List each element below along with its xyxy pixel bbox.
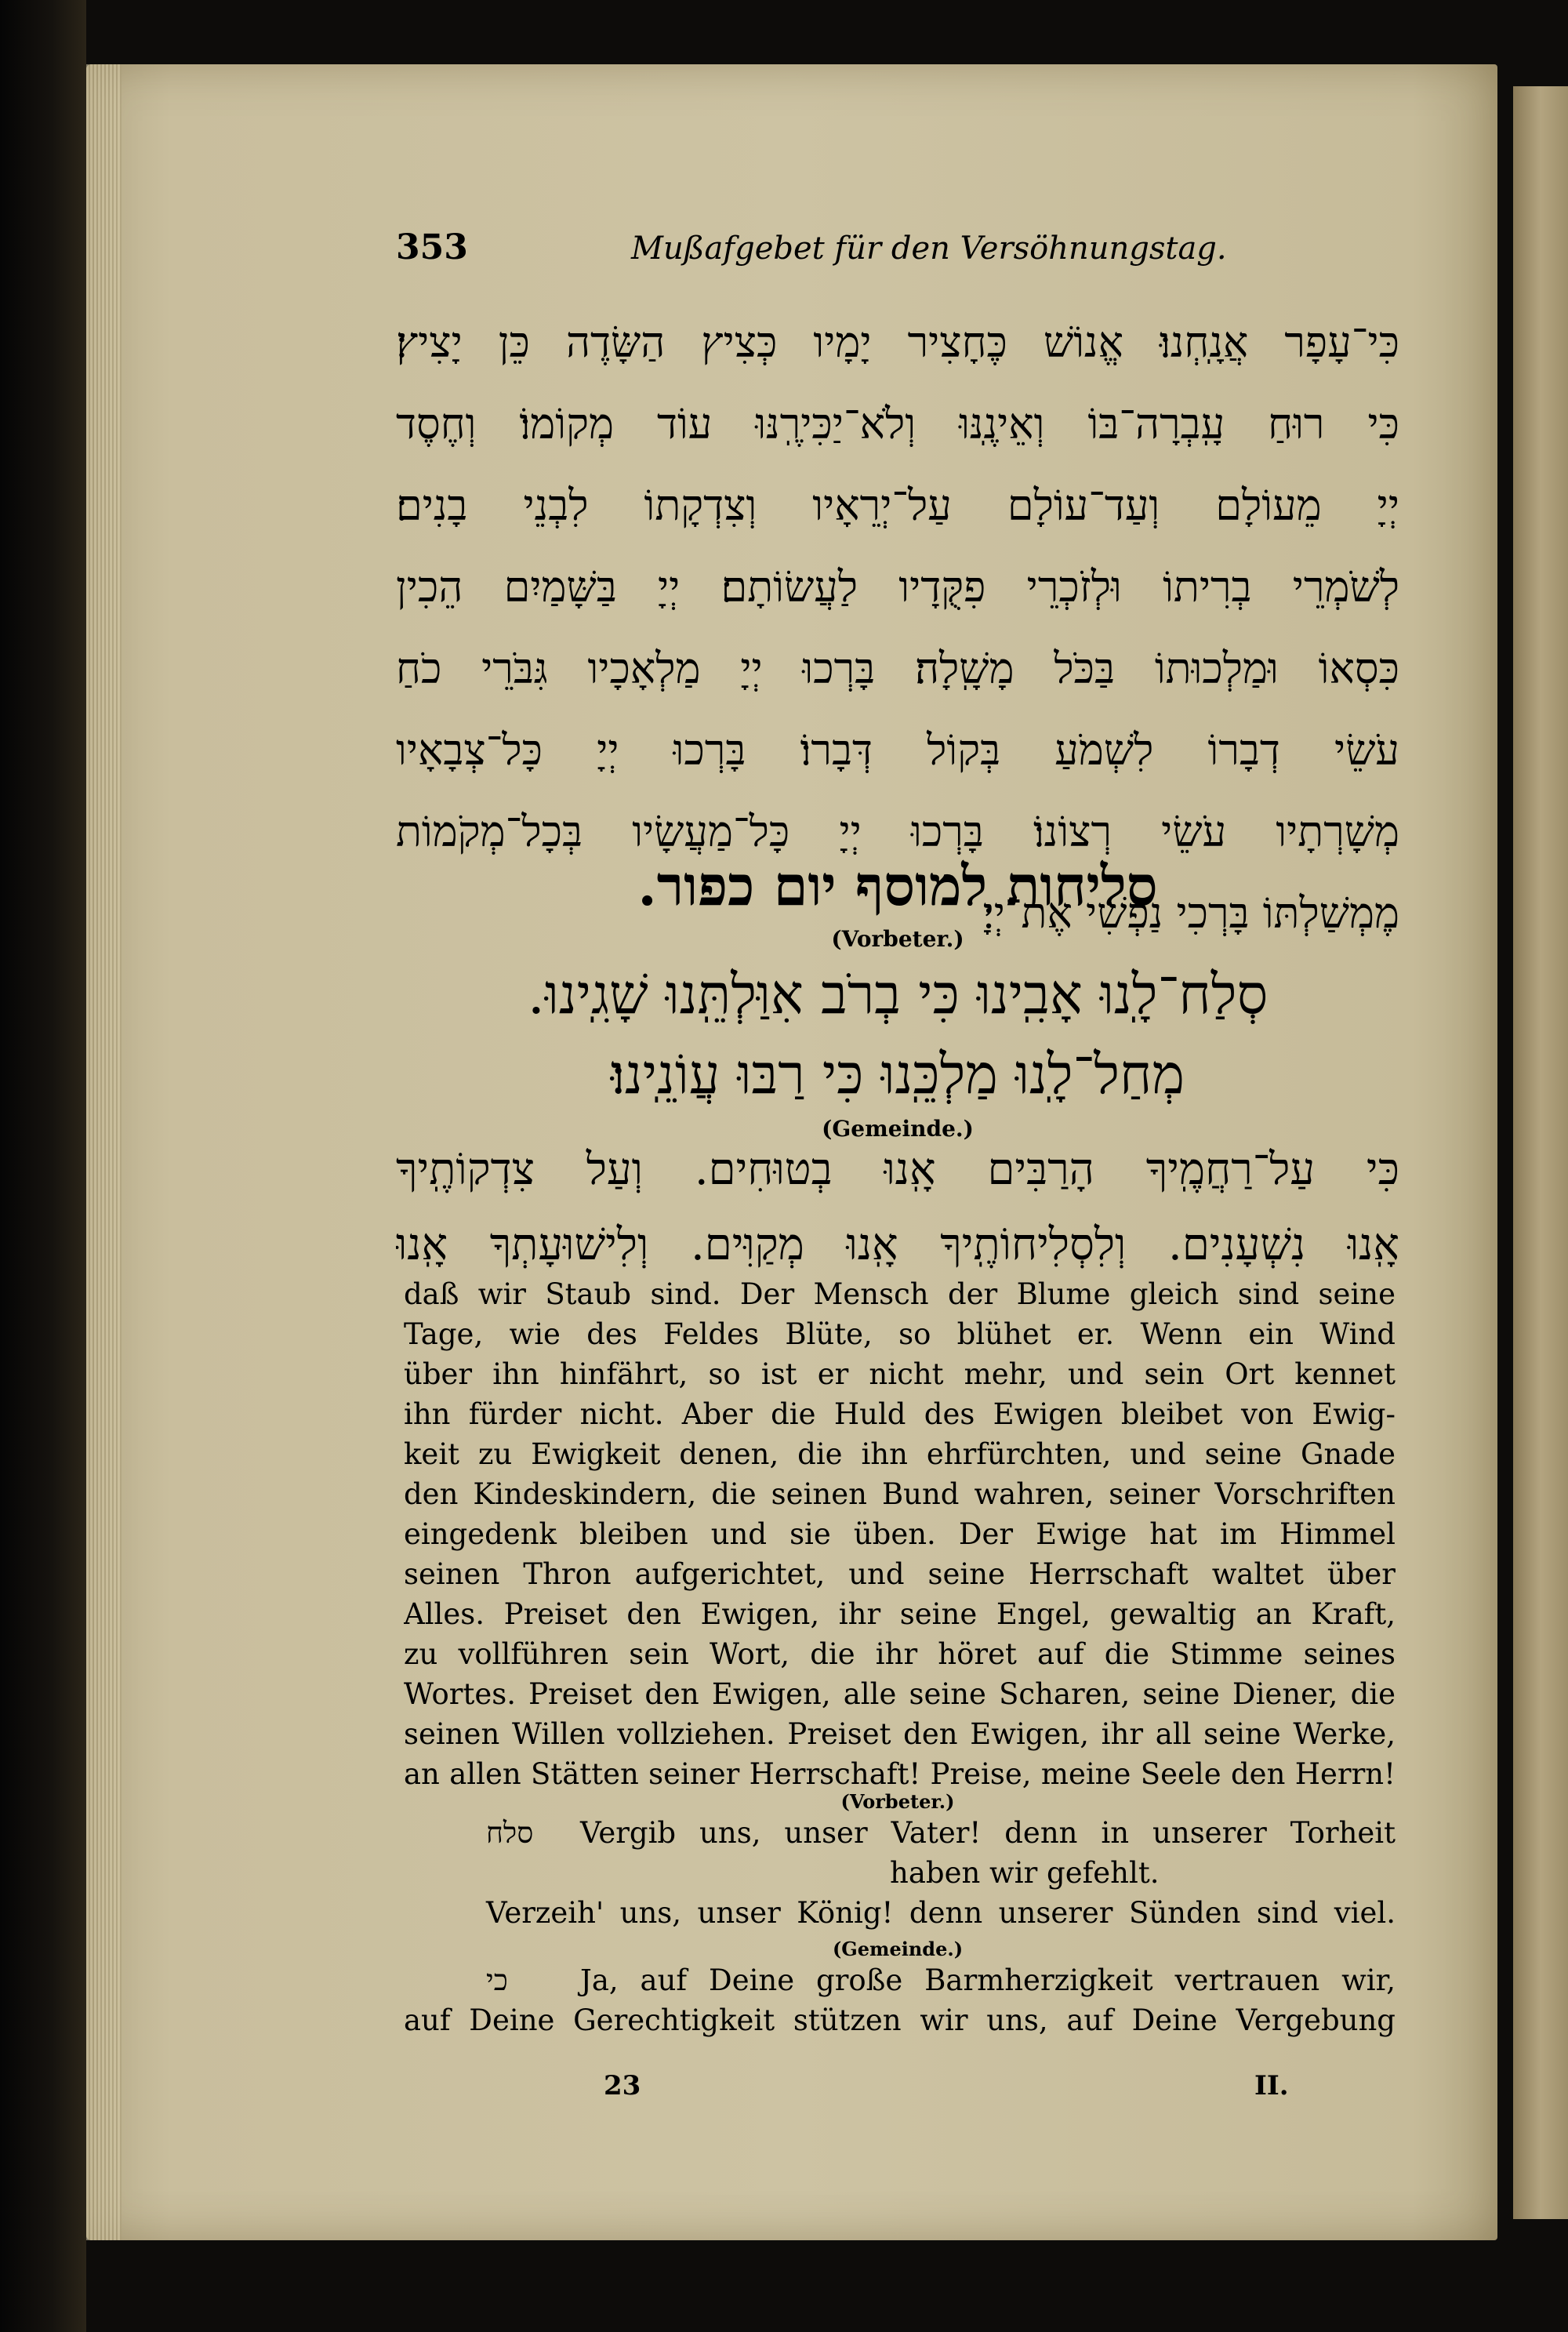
- german-line: Wortes. Preiset den Ewigen, alle seine Scharen, seine Diener, die: [404, 1677, 1396, 1711]
- verse-line: Vergib uns, unser Vater! denn in unserer Torheit: [580, 1816, 1396, 1850]
- hebrew-line: כִּי עַל־רַחֲמֶֽיךָ הָרַבִּים אָֽנוּ בְטוּחִים. וְעַל צִדְקוֹתֶֽיךָ: [396, 1144, 1399, 1195]
- adjacent-page-edge: [1513, 86, 1568, 2219]
- page-footer: [396, 2070, 1399, 2109]
- german-line: daß wir Staub sind. Der Mensch der Blume gleich sind seine: [404, 1277, 1396, 1311]
- hebrew-line: לְשֹׁמְרֵי בְרִיתוֹ וּלְזֹכְרֵי פִקֻּדָיו לַעֲשׂוֹתָם׃ יְיָ בַּשָּׁמַיִם הֵכִין: [396, 562, 1399, 612]
- german-gemeinde-verse: [404, 1960, 1396, 2040]
- hebrew-line: אָֽנוּ נִשְׁעָנִים. וְלִסְלִיחוֹתֶֽיךָ אָֽנוּ מְקַוִּים. וְלִישׁוּעָתְךָ אָֽנוּ: [396, 1219, 1399, 1270]
- german-line: an allen Stätten seiner Herrschaft! Preise, meine Seele den Herrn!: [404, 1757, 1396, 1791]
- section-title: סליחות למוסף יום כפור.: [637, 853, 1158, 918]
- verse-line: Verzeih' uns, unser König! denn unserer Sünden sind viel.: [486, 1896, 1396, 1930]
- page-header: [396, 227, 1399, 274]
- german-vorbeter-verse: [404, 1813, 1396, 1933]
- german-line: Alles. Preiset den Ewigen, ihr seine Engel, gewaltig an Kraft,: [404, 1597, 1396, 1631]
- volume-mark: II.: [1254, 2070, 1289, 2101]
- german-line: über ihn hinfährt, so ist er nicht mehr, und sein Ort kennet: [404, 1357, 1396, 1391]
- hebrew-line: מֶמְשַׁלְתּוֹ בָּרְכִי נַפְשִׁי אֶת־יְיָ׃: [982, 888, 1399, 938]
- vorbeter-label: (Vorbeter.): [831, 926, 964, 952]
- german-line: keit zu Ewigkeit denen, die ihn ehrfürchten, und seine Gnade: [404, 1437, 1396, 1471]
- signature-mark: 23: [604, 2070, 641, 2101]
- hebrew-line: עֹשֵׂי דְבָרוֹ לִשְׁמֹעַ בְּקוֹל דְּבָרוֹ׃ בָּרְכוּ יְיָ כָּל־צְבָאָיו: [396, 725, 1399, 775]
- page-edges: [86, 64, 122, 2240]
- german-line: Tage, wie des Feldes Blüte, so blühet er. Wenn ein Wind: [404, 1317, 1396, 1351]
- gemeinde-label: (Gemeinde.): [822, 1116, 974, 1142]
- hebrew-vorbeter-line: מְחַל־לָֽנוּ מַלְכֵּֽנוּ כִּי רַבּוּ עֲוֹנֵֽינוּ׃: [611, 1042, 1185, 1106]
- verse-line: Ja, auf Deine große Barmherzigkeit vertrauen wir,: [580, 1963, 1396, 1997]
- german-line: seinen Willen vollziehen. Preiset den Ewigen, ihr all seine Werke,: [404, 1717, 1396, 1751]
- german-line: seinen Thron aufgerichtet, und seine Herrschaft waltet über: [404, 1557, 1396, 1591]
- running-title: Mußafgebet für den Versöhnungstag.: [631, 231, 1227, 267]
- vorbeter-label-german: (Vorbeter.): [840, 1790, 955, 1813]
- hebrew-line: כִּי־עָפָר אֲנָֽחְנוּ׃ אֱנוֹשׁ כֶּחָצִיר יָמָיו כְּצִיץ הַשָּׂדֶה כֵּן יָצִיץ׃: [396, 318, 1399, 367]
- german-translation: [404, 1274, 1396, 1794]
- verse-line: haben wir gefehlt.: [890, 1856, 1160, 1890]
- hebrew-gemeinde-text: [396, 1132, 1399, 1283]
- hebrew-line: מְשָׁרְתָיו עֹשֵׂי רְצוֹנוֹ׃ בָּרְכוּ יְיָ כָּל־מַעֲשָׂיו בְּכָל־מְקֹמוֹת: [396, 807, 1399, 856]
- book-binding: [0, 0, 86, 2332]
- verse-marker: סלח: [486, 1816, 534, 1850]
- german-line: zu vollführen sein Wort, die ihr höret auf die Stimme seines: [404, 1637, 1396, 1671]
- hebrew-line: כִּסְאוֹ וּמַלְכוּתוֹ בַּכֹּל מָשָֽׁלָה׃ בָּרְכוּ יְיָ מַלְאָכָיו גִּבֹּרֵי כֹחַ: [396, 644, 1399, 693]
- german-line: den Kindeskindern, die seinen Bund wahren, seiner Vorschriften: [404, 1477, 1396, 1511]
- hebrew-vorbeter-line: סְלַח־לָֽנוּ אָבִֽינוּ כִּי בְרֹב אִוַּלְתֵּֽנוּ שָׁגִֽינוּ.: [527, 962, 1269, 1026]
- gemeinde-label-german: (Gemeinde.): [832, 1938, 964, 1960]
- verse-marker: כי: [486, 1963, 508, 1997]
- verse-line: auf Deine Gerechtigkeit stützen wir uns, auf Deine Vergebung: [404, 2003, 1396, 2037]
- german-line: eingedenk bleiben und sie üben. Der Ewige hat im Himmel: [404, 1517, 1396, 1551]
- page-number: 353: [396, 227, 468, 267]
- hebrew-line: יְיָ מֵעוֹלָם וְעַד־עוֹלָם עַל־יְרֵאָיו וְצִדְקָתוֹ לִבְנֵי בָנִים׃: [396, 481, 1399, 530]
- hebrew-line: כִּי רוּחַ עָֽבְרָה־בּוֹ וְאֵינֶֽנּוּ וְלֹא־יַכִּירֶֽנּוּ עוֹד מְקוֹמוֹ׃ וְחֶסֶד: [396, 399, 1399, 449]
- german-line: ihn fürder nicht. Aber die Huld des Ewigen bleibet von Ewig-: [404, 1397, 1396, 1431]
